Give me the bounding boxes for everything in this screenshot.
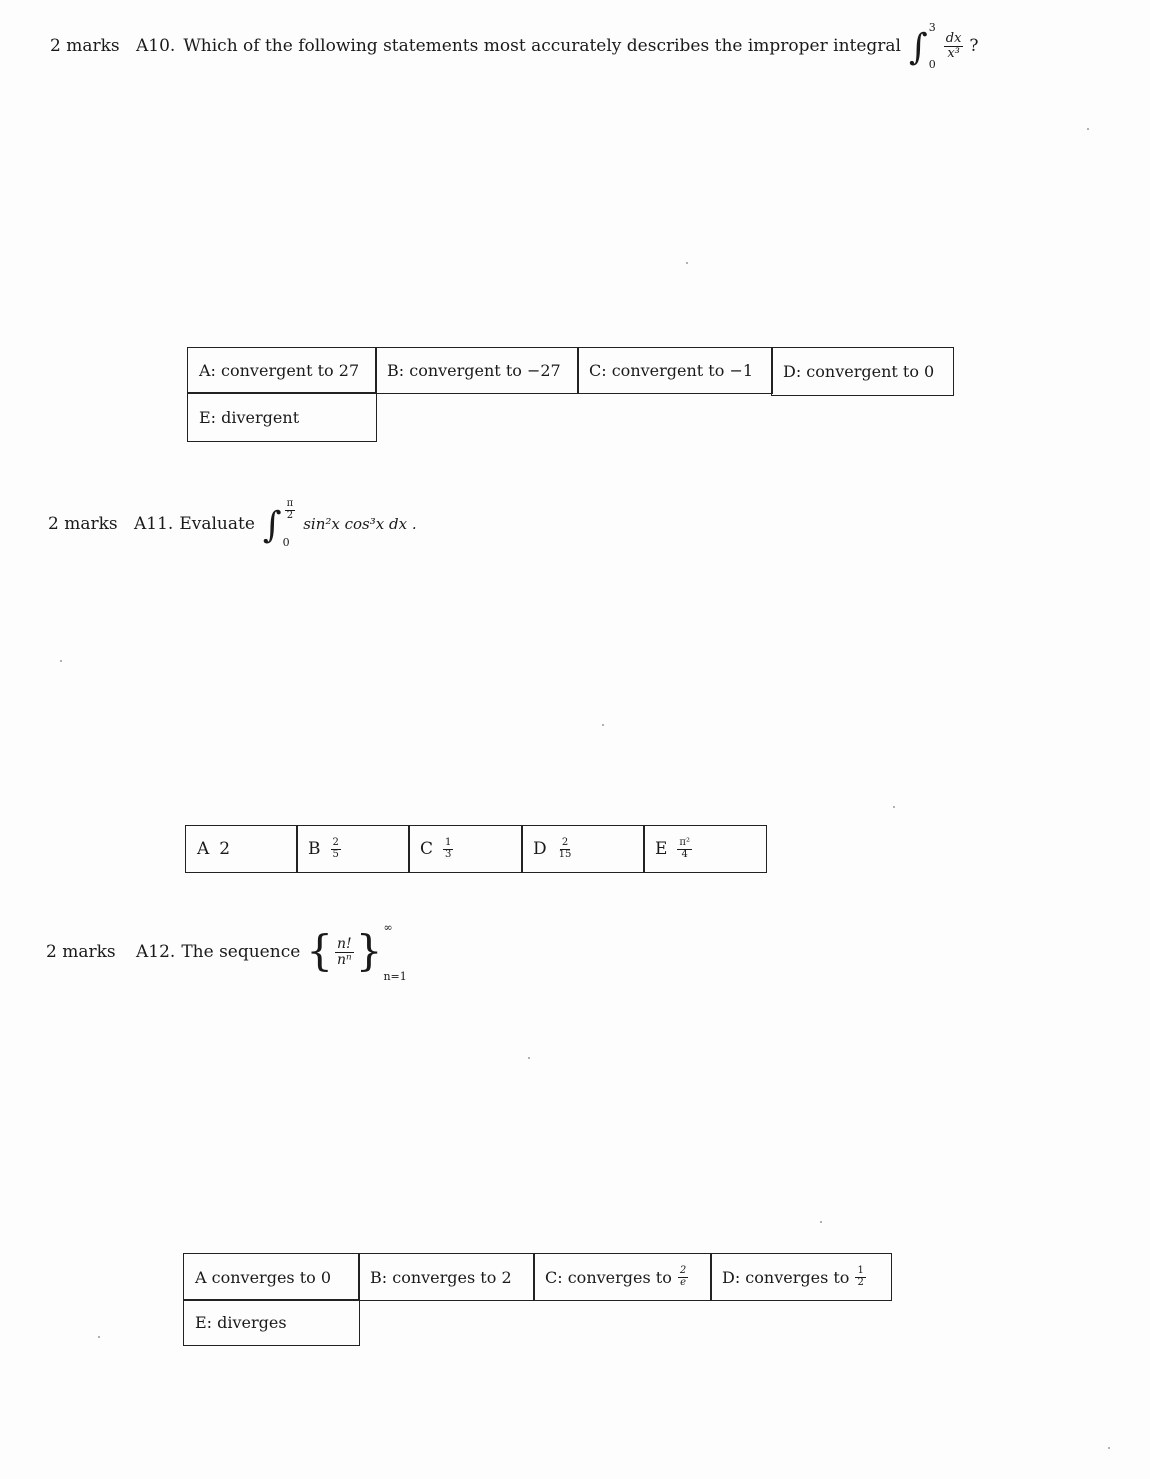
- option-b[interactable]: B $\frac{2}{5}$: [296, 825, 410, 873]
- option-d[interactable]: D: convergent to 0: [771, 347, 954, 396]
- question-text: The sequence: [181, 942, 301, 962]
- option-e[interactable]: E: divergent: [187, 392, 377, 442]
- marks-label: 2 marks: [48, 514, 118, 534]
- option-a[interactable]: A 2: [185, 825, 298, 873]
- question-a12: [46, 922, 407, 982]
- scan-speck: [893, 806, 895, 808]
- integrand-fraction: [944, 32, 964, 60]
- integrand: sin²x cos³x dx .: [303, 515, 417, 533]
- option-a[interactable]: A: convergent to 27: [187, 347, 377, 394]
- scan-speck: [602, 724, 604, 726]
- fraction-numerator: dx: [945, 30, 962, 46]
- scan-speck: [528, 1057, 530, 1059]
- scan-speck: [98, 1336, 100, 1338]
- integral-sign: ∫: [909, 27, 928, 68]
- option-c[interactable]: C $\frac{1}{3}$: [408, 825, 523, 873]
- fraction-denominator: x³: [947, 45, 960, 61]
- integral-upper-limit: $\frac{\pi}{2}$: [286, 498, 294, 521]
- option-d[interactable]: D $\frac{2}{15}$: [521, 825, 645, 873]
- option-d[interactable]: D: converges to $\frac{1}{2}$: [710, 1253, 892, 1301]
- scan-speck: [820, 1221, 822, 1223]
- scan-speck: [60, 660, 62, 662]
- sequence-expression: [306, 921, 407, 983]
- scan-speck: [1087, 128, 1089, 130]
- option-b[interactable]: B: converges to 2: [358, 1253, 535, 1301]
- integral-sign: ∫: [262, 505, 282, 546]
- marks-label: 2 marks: [46, 942, 116, 962]
- integral-upper-limit: 3: [928, 21, 936, 34]
- option-c[interactable]: C: convergent to −1: [577, 347, 773, 394]
- option-e[interactable]: E $\frac{\text{π²}}{4}$: [643, 825, 767, 873]
- option-e[interactable]: E: diverges: [183, 1299, 360, 1346]
- sequence-lower-index: n=1: [383, 970, 407, 983]
- question-text: Which of the following statements most accurately describes the improper integral: [183, 36, 901, 56]
- question-number: A12.: [136, 942, 176, 962]
- scan-speck: [1108, 1447, 1110, 1449]
- option-b[interactable]: B: convergent to −27: [375, 347, 579, 394]
- integral-expression: [262, 498, 417, 549]
- sequence-upper-index: ∞: [383, 921, 393, 934]
- option-c[interactable]: C: converges to $\frac{2}{e}$: [533, 1253, 712, 1301]
- right-brace: }: [355, 926, 383, 975]
- sequence-fraction: $\frac{n!}{\text{nⁿ}}$: [337, 935, 352, 968]
- question-a10: [50, 16, 979, 76]
- integral-lower-limit: 0: [282, 536, 290, 549]
- integral-lower-limit: 0: [928, 58, 936, 71]
- left-brace: {: [306, 926, 334, 975]
- marks-label: 2 marks: [50, 36, 120, 56]
- question-mark: ?: [969, 36, 979, 56]
- question-text: Evaluate: [179, 514, 255, 534]
- option-a[interactable]: A converges to 0: [183, 1253, 360, 1301]
- question-number: A11.: [134, 514, 174, 534]
- question-a11: [48, 494, 417, 554]
- question-number: A10.: [136, 36, 176, 56]
- integral-expression: [909, 21, 965, 71]
- scan-speck: [686, 262, 688, 264]
